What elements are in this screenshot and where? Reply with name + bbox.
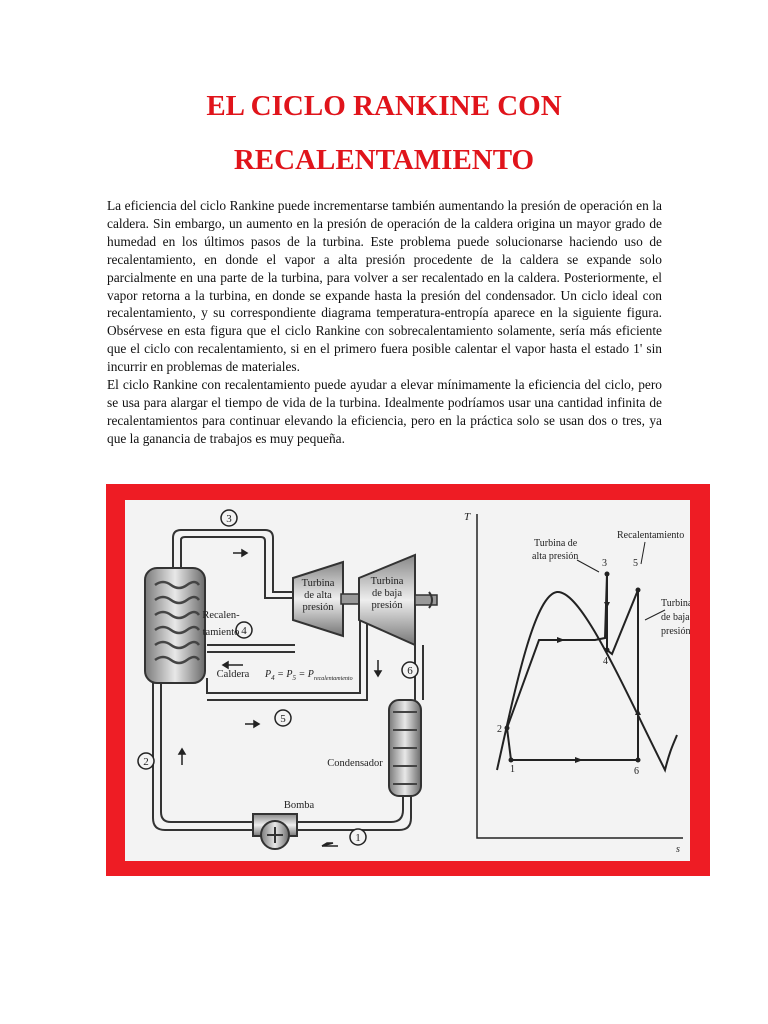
pressure-equation: $P_4 = P_5 = P_{recalentamiento}$	[265, 669, 353, 682]
pump	[253, 814, 297, 849]
ts-region-labels	[532, 530, 690, 637]
ts-arrow-2	[575, 757, 583, 763]
reheat-label-1: Recalen-	[202, 610, 240, 621]
lp-turbine-label-2: de baja	[371, 588, 403, 599]
ts-reheat-label: Recalentamiento	[617, 530, 685, 541]
paragraph-1: La eficiencia del ciclo Rankine puede incrementarse también aumentando la presión de operación en la caldera. Sin embargo, un aumento en la presión de operación de la caldera origina un mayor grado de humedad en los últimos pasos de la turbina. Este problema puede solucionarse haciendo uso de recalentamiento, en donde el vapor a alta presión procedente de la caldera se expande solo parcialmente en una parte de la turbina, para volver a ser recalentado en la caldera. Posteriormente, el vapor retorna a la turbina, en donde se expande hasta la presión del condensador. Un ciclo ideal con recalentamiento, y su correspondiente diagrama temperatura-entropía aparece en la siguiente figura. Obsérvese en esta figura que el ciclo Rankine con sobrecalentamiento solamente, sería más eficiente que el ciclo con recalentamiento, si en el primero fuera posible calentar el vapor hasta el estado 1' sin incurrir en problemas de materiales.	[107, 198, 662, 375]
hp-turbine-label-1: Turbina	[301, 578, 335, 589]
state-3-label: 3	[226, 513, 232, 525]
pump-label: Bomba	[283, 800, 315, 811]
body-text	[107, 197, 662, 448]
ts-arrow-1	[557, 637, 565, 643]
title-line-2: RECALENTAMIENTO	[233, 144, 535, 176]
state-6-label: 6	[407, 665, 413, 677]
figure-canvas	[125, 500, 690, 861]
title-line-1: EL CICLO RANKINE CON	[206, 90, 562, 122]
rankine-reheat-figure	[125, 500, 690, 861]
ts-point-labels	[497, 558, 639, 777]
turbine-shaft	[341, 594, 359, 604]
ts-pt-6: 6	[634, 766, 639, 777]
pipe-2b	[153, 680, 253, 830]
lp-turbine-label-3: presión	[371, 600, 403, 611]
ts-pt-2: 2	[497, 724, 502, 735]
s-axis-label: s	[676, 844, 680, 855]
ts-pt-4: 4	[603, 656, 608, 667]
state-2-label: 2	[143, 756, 149, 768]
ts-low-label-3: presión	[661, 626, 690, 637]
paragraph-2: El ciclo Rankine con recalentamiento puede ayudar a elevar mínimamente la eficiencia del ciclo, pero se usa para alargar el tiempo de vida de la turbina. Idealmente podríamos usar una cantidad infinita de recalentamientos para continuar elevando la eficiencia, pero en la práctica solo se usan dos o tres, ya que la ganancia de trabajos es muy pequeña.	[107, 377, 662, 446]
figure-frame	[106, 484, 710, 876]
state-4-label: 4	[241, 625, 247, 637]
ts-low-label-2: de baja	[661, 612, 690, 623]
ts-diagram	[464, 511, 690, 855]
ts-high-label-1: Turbina de	[534, 538, 578, 549]
hp-turbine-label-2: de alta	[304, 590, 332, 601]
boiler-label: Caldera	[216, 669, 250, 680]
pipe-2	[161, 680, 253, 822]
ts-high-label-2: alta presión	[532, 551, 579, 562]
lp-turbine-label-1: Turbina	[370, 576, 404, 587]
condenser-label: Condensador	[327, 758, 383, 769]
ts-pt-1: 1	[510, 764, 515, 775]
ts-pt-3: 3	[602, 558, 607, 569]
ts-leader-lines	[577, 542, 665, 620]
ts-arrow-3	[604, 602, 610, 608]
reheat-label-2: tamiento	[202, 627, 240, 638]
ts-axes	[477, 514, 683, 838]
hp-turbine-label-3: presión	[302, 602, 334, 613]
boiler	[145, 568, 205, 683]
ts-pt-5: 5	[633, 558, 638, 569]
t-axis-label: T	[464, 511, 471, 523]
ts-low-label-1: Turbina	[661, 598, 690, 609]
condenser	[389, 700, 421, 796]
state-5-label: 5	[280, 713, 286, 725]
state-1-label: 1	[355, 832, 361, 844]
